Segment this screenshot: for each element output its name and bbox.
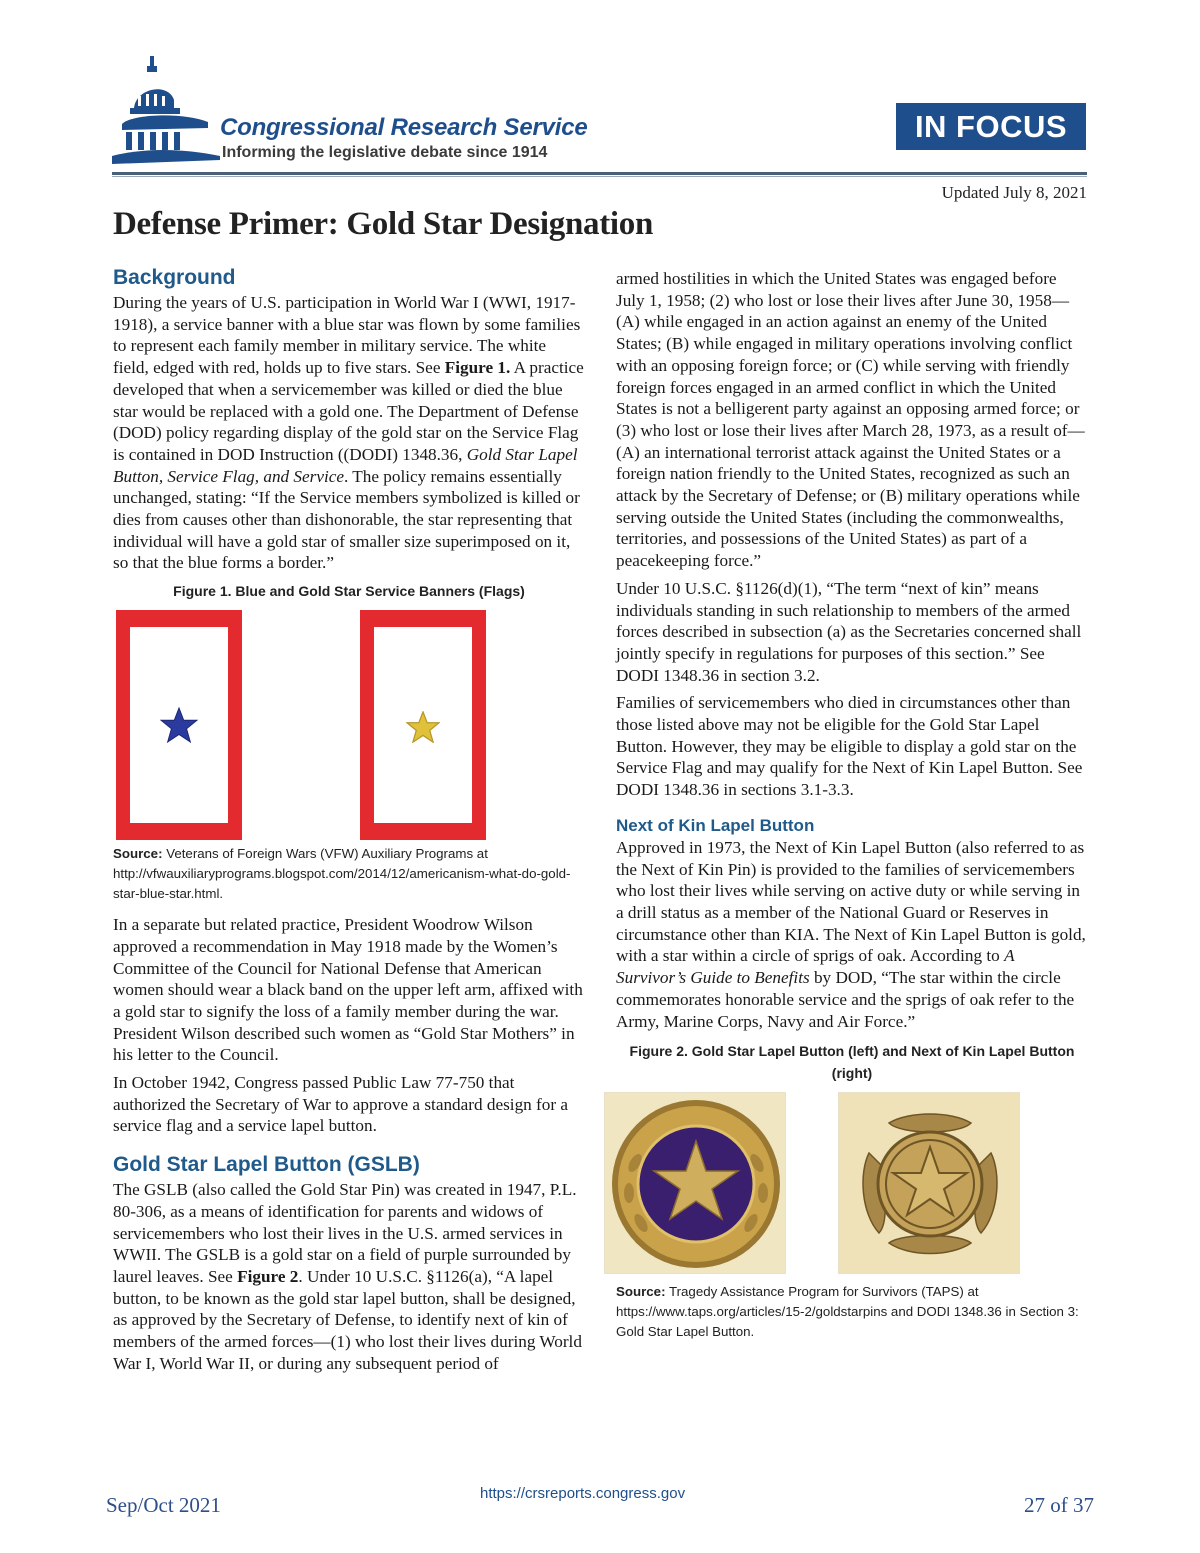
survivors-guide-title: A Survivor’s Guide to Benefits bbox=[616, 946, 1015, 988]
public-law-paragraph: In October 1942, Congress passed Public Law 77-750 that authorized the Secretary of War to approve a standard design for a service flag and a service lapel button. bbox=[113, 1073, 569, 1136]
footer-page-number: 27 of 37 bbox=[1024, 1493, 1094, 1517]
gold-star-pin-icon bbox=[605, 1093, 786, 1274]
figure1-reference: Figure 1. bbox=[444, 358, 511, 378]
gold-star-flag bbox=[360, 610, 486, 840]
next-of-kin-definition-paragraph: Under 10 U.S.C. §1126(d)(1), “The term “next of kin” means individuals standing in such relationship to members of the armed forces described in subsection (a) as the Secretaries concerned shall jointly specify in regulations for purposes of this section.” See DODI 1348.36 in section 3.2. bbox=[616, 578, 1082, 685]
gslb-heading: Gold Star Lapel Button (GSLB) bbox=[113, 1153, 420, 1177]
in-focus-badge: IN FOCUS bbox=[896, 103, 1086, 150]
eligibility-paragraph: Families of servicemembers who died in circumstances other than those listed above may not be eligible for the Gold Star Lapel Button. However, they may be eligible to display a gold star on the Service Flag and may qualify for the Next of Kin Lapel Button. See DODI 1348.36 in sections 3.1-3.3. bbox=[616, 693, 1083, 800]
footer-issue-date: Sep/Oct 2021 bbox=[106, 1493, 221, 1517]
figure2-reference: Figure 2 bbox=[237, 1266, 299, 1286]
nok-paragraph: Approved in 1973, the Next of Kin Lapel Button (also referred to as the Next of Kin Pin) is provided to the families of servicemembers who lost their lives while serving on active duty or while serving in a drill status as a member of the National Guard or Reserves in circumstance other than KIA. The Next of Kin Lapel Button is gold, with a star within a circle of sprigs of oak. According to A Survivor’s Guide to Benefits by DOD, “The star within the circle commemorates honorable service and the sprigs of oak refer to the Army, Marine Corps, Navy and Air Force.” bbox=[616, 837, 1086, 1031]
updated-date: Updated July 8, 2021 bbox=[941, 183, 1087, 202]
statute-continued-paragraph: armed hostilities in which the United States was engaged before July 1, 1958; (2) who lost or lose their lives after June 30, 1958—(A) while engaged in an action against an enemy of the United States; (B) while engaged in military operations involving conflict with an opposing foreign force; or (C) while serving with friendly foreign forces engaged in an armed conflict in which the United States is not a belligerent party against an opposing armed force; or (3) who lost or lose their lives after March 28, 1973, as a result of—(A) an international terrorist attack against the United States or a foreign nation friendly to the United States, recognized as such an attack by the Secretary of Defense; or (B) military operations while serving outside the United States (including the commonwealths, territories, and possessions of the United States) as part of a peacekeeping force.” bbox=[616, 269, 1085, 571]
blue-star-flag bbox=[116, 610, 242, 840]
wilson-paragraph: In a separate but related practice, President Woodrow Wilson approved a recommendation in May 1918 made by the Women’s Committee of the Council for National Defense that American women should wear a black band on the upper left arm, affixed with a gold star to signify the loss of a family member during the war. President Wilson described such women as “Gold Star Mothers” in his letter to the Council. bbox=[113, 915, 583, 1065]
figure1-caption: Figure 1. Blue and Gold Star Service Banners (Flags) bbox=[173, 583, 525, 600]
header-divider-thin bbox=[112, 176, 1087, 177]
header-divider bbox=[112, 172, 1087, 175]
right-column bbox=[616, 268, 1088, 1342]
org-name: Congressional Research Service bbox=[220, 114, 588, 141]
figure2-image bbox=[604, 1092, 1088, 1284]
oak-sprig-pin-icon bbox=[839, 1093, 1020, 1274]
gold-star-lapel-button bbox=[604, 1092, 786, 1274]
gold-star-icon bbox=[406, 711, 440, 743]
org-tagline: Informing the legislative debate since 1914 bbox=[222, 144, 548, 161]
figure1-source: Source: Veterans of Foreign Wars (VFW) Auxiliary Programs at http://vfwauxiliaryprograms.blogspot.com/2014/12/americanism-what-do-gold-star-blue-star.html. bbox=[113, 846, 571, 902]
capitol-dome-icon bbox=[112, 52, 222, 172]
figure2-caption: Figure 2. Gold Star Lapel Button (left) and Next of Kin Lapel Button (right) bbox=[629, 1043, 1075, 1082]
dodi-title: Gold Star Lapel Button, Service Flag, and Service bbox=[113, 444, 578, 486]
gslb-paragraph: The GSLB (also called the Gold Star Pin) was created in 1947, P.L. 80-306, as a means of identification for parents and widows of servicemembers who lost their lives in the U.S. armed services in WWII. The GSLB is a gold star on a field of purple surrounded by laurel leaves. See Figure 2. Under 10 U.S.C. §1126(a), “A lapel button, to be known as the gold star lapel button, shall be designed, as approved by the Secretary of Defense, to identify next of kin of members of the armed forces—(1) who lost their lives during World War I, World War II, or during any subsequent period of bbox=[113, 1180, 582, 1373]
next-of-kin-lapel-button bbox=[838, 1092, 1020, 1274]
left-column bbox=[113, 264, 585, 1381]
blue-star-icon bbox=[160, 707, 198, 743]
footer-url-link[interactable]: https://crsreports.congress.gov bbox=[480, 1485, 686, 1502]
nok-heading: Next of Kin Lapel Button bbox=[616, 815, 815, 835]
page-title: Defense Primer: Gold Star Designation bbox=[113, 206, 654, 242]
figure2-source: Source: Tragedy Assistance Program for Survivors (TAPS) at https://www.taps.org/articles/15-2/goldstarpins and DODI 1348.36 in Section 3: Gold Star Lapel Button. bbox=[616, 1284, 1079, 1340]
background-heading: Background bbox=[113, 266, 236, 289]
figure1-image bbox=[113, 610, 585, 846]
background-paragraph: During the years of U.S. participation in World War I (WWI, 1917-1918), a service banner with a blue star was flown by some families to represent each family member in military service. The white field, edged with red, holds up to five stars. See Figure 1. A practice developed that when a servicemember was killed or died the blue star would be replaced with a gold one. The Department of Defense (DOD) policy regarding display of the gold star on the Service Flag is contained in DOD Instruction ((DODI) 1348.36, Gold Star Lapel Button, Service Flag, and Service. The policy remains essentially unchanged, stating: “If the Service members symbolized is killed or dies from causes other than dishonorable, the star representing that individual will have a gold star of smaller size superimposed on it, so that the blue forms a border.” bbox=[113, 293, 584, 573]
